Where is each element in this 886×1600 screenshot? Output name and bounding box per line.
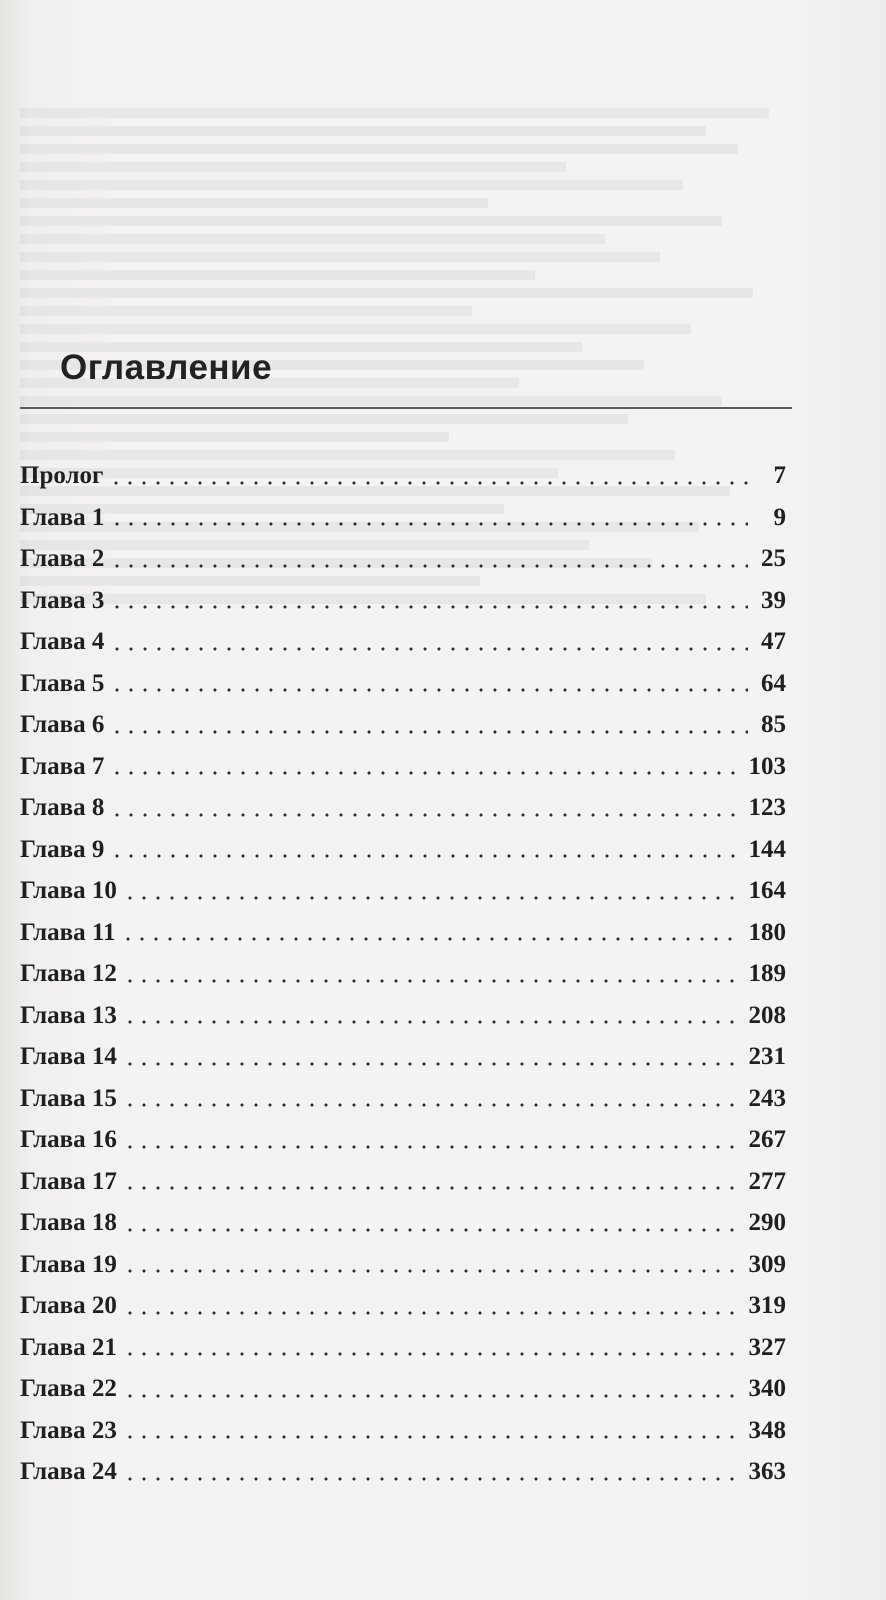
dot-leader [123,1351,741,1357]
dot-leader [123,1144,741,1150]
toc-entry[interactable] [20,580,786,622]
toc-entry[interactable] [20,621,786,663]
toc-entry[interactable] [20,1161,786,1203]
toc-entry-page-number: 340 [748,1375,786,1402]
toc-entry[interactable] [20,1368,786,1410]
toc-entry-label: Глава 22 [20,1375,117,1402]
dot-leader [123,1061,741,1067]
toc-entry-label: Глава 3 [20,586,105,614]
toc-entry-page-number: 363 [748,1458,786,1485]
dot-leader [121,936,740,942]
dot-leader [123,1434,741,1440]
dot-leader [123,1268,741,1274]
toc-entry-page-number: 243 [748,1084,786,1112]
toc-entry[interactable] [20,995,786,1037]
toc-entry-label: Глава 24 [20,1458,117,1485]
toc-entry-page-number: 277 [748,1167,786,1195]
toc-entry-label: Глава 19 [20,1250,117,1278]
dot-leader [110,729,748,735]
toc-entry-label: Глава 12 [20,960,117,987]
dot-leader [110,646,748,652]
toc-entry-label: Глава 9 [20,835,105,863]
toc-entry[interactable] [20,953,786,995]
toc-entry-page-number: 64 [761,669,786,697]
title-divider [20,407,792,409]
dot-leader [110,521,748,527]
toc-entry-label: Глава 5 [20,669,105,697]
toc-entry-label: Глава 7 [20,752,105,780]
toc-entry-page-number: 231 [748,1043,786,1070]
dot-leader [110,687,748,693]
toc-entry-page-number: 208 [748,1001,786,1029]
toc-entry-label: Глава 15 [20,1084,117,1112]
toc-entry-label: Глава 8 [20,794,105,821]
toc-entry-label: Глава 4 [20,628,105,655]
toc-entry[interactable] [20,1202,786,1244]
toc-entry-label: Глава 6 [20,711,105,738]
dot-leader [123,1185,741,1191]
toc-entry-label: Глава 13 [20,1001,117,1029]
toc-entry-page-number: 309 [748,1250,786,1278]
toc-entry-page-number: 39 [761,586,786,614]
toc-entry[interactable] [20,1451,786,1493]
toc-entry[interactable] [20,1410,786,1452]
toc-entry-label: Глава 14 [20,1043,117,1070]
dot-leader [123,1102,741,1108]
toc-entry[interactable] [20,829,786,871]
dot-leader [110,563,748,569]
toc-entry-page-number: 85 [761,711,786,738]
dot-leader [123,1227,741,1233]
toc-entry-label: Глава 11 [20,918,116,946]
toc-entry[interactable] [20,1036,786,1078]
dot-leader [110,604,748,610]
toc-entry-label: Глава 1 [20,503,105,531]
toc-entry-page-number: 180 [748,918,786,946]
toc-entry-page-number: 9 [773,503,786,531]
toc-entry-label: Глава 17 [20,1167,117,1195]
toc-entry[interactable] [20,663,786,705]
toc-entry-page-number: 7 [773,462,786,489]
dot-leader [123,895,741,901]
toc-entry[interactable] [20,455,786,497]
toc-entry-page-number: 103 [748,752,786,780]
toc-entry-page-number: 123 [748,794,786,821]
toc-entry-page-number: 47 [761,628,786,655]
toc-entry[interactable] [20,787,786,829]
toc-entry-page-number: 144 [748,835,786,863]
toc-entry-page-number: 290 [748,1209,786,1236]
toc-entry[interactable] [20,870,786,912]
toc-entry[interactable] [20,1244,786,1286]
toc-entry-label: Пролог [20,462,104,489]
dot-leader [109,480,748,486]
dot-leader [123,1310,741,1316]
toc-entry-label: Глава 23 [20,1416,117,1444]
toc-entry-page-number: 164 [748,877,786,904]
toc-entry[interactable] [20,912,786,954]
toc-entry-label: Глава 18 [20,1209,117,1236]
toc-entry[interactable] [20,1327,786,1369]
dot-leader [123,978,741,984]
toc-entry-label: Глава 2 [20,545,105,572]
dot-leader [110,853,740,859]
toc-entry-label: Глава 10 [20,877,117,904]
dot-leader [123,1019,741,1025]
toc-entry[interactable] [20,1078,786,1120]
toc-entry-page-number: 267 [748,1126,786,1153]
dot-leader [123,1393,741,1399]
toc-entry-page-number: 348 [748,1416,786,1444]
page-title: Оглавление [60,348,273,387]
dot-leader [110,770,740,776]
toc-entry[interactable] [20,497,786,539]
toc-entry-page-number: 327 [748,1333,786,1361]
dot-leader [110,812,740,818]
toc-entry-page-number: 25 [761,545,786,572]
table-of-contents [20,455,786,1493]
toc-entry[interactable] [20,1119,786,1161]
toc-entry[interactable] [20,1285,786,1327]
toc-entry[interactable] [20,704,786,746]
dot-leader [123,1476,741,1482]
toc-entry-label: Глава 21 [20,1333,117,1361]
toc-entry-page-number: 319 [748,1292,786,1319]
toc-entry-page-number: 189 [748,960,786,987]
toc-entry-label: Глава 20 [20,1292,117,1319]
toc-entry[interactable] [20,538,786,580]
toc-entry[interactable] [20,746,786,788]
toc-entry-label: Глава 16 [20,1126,117,1153]
